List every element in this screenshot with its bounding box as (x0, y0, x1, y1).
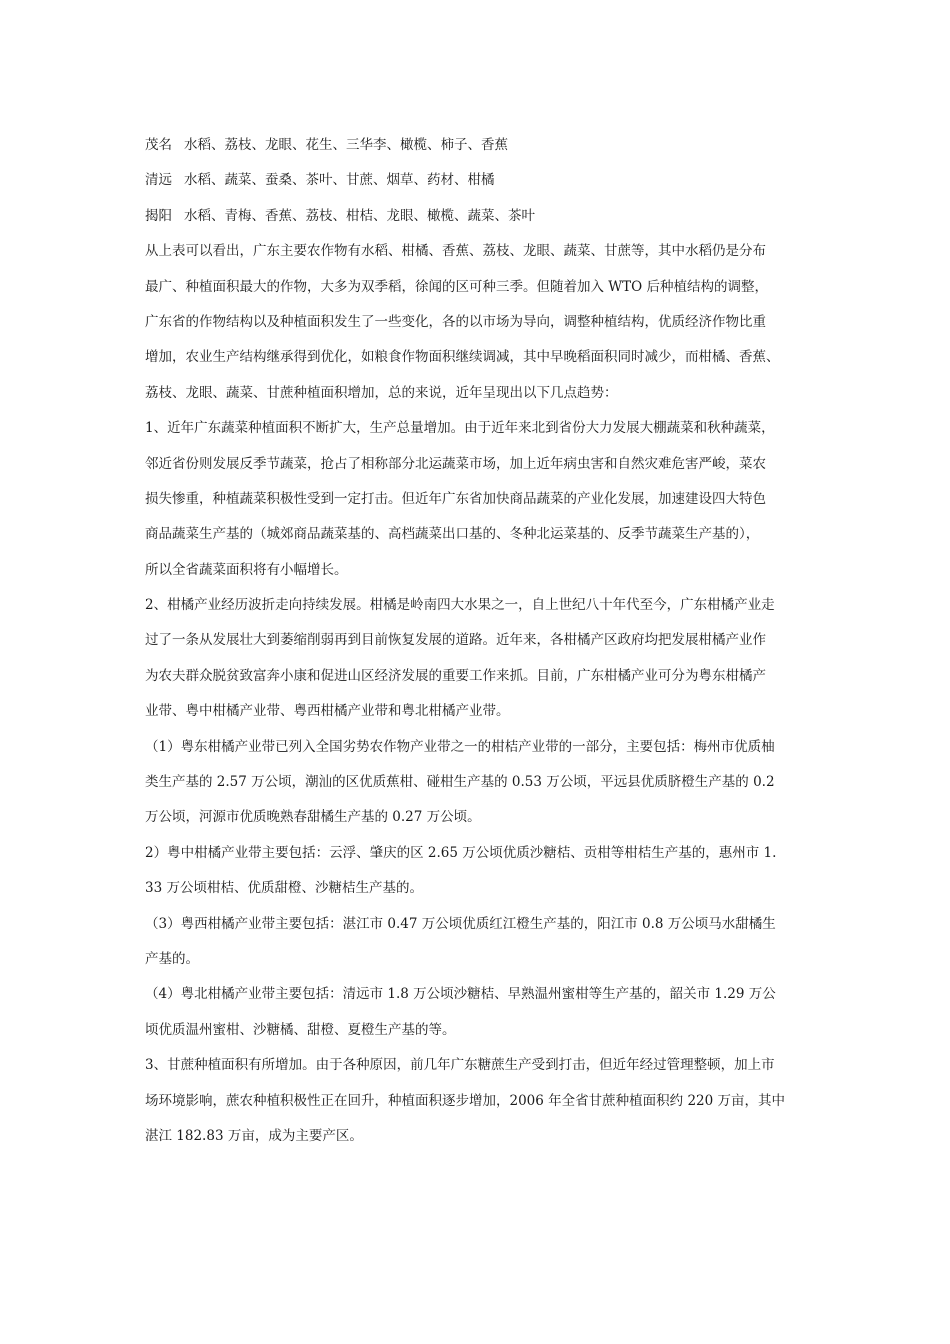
region-name: 茂名 (145, 137, 172, 153)
crop-list: 水稻、荔枝、龙眼、花生、三华李、橄榄、柿子、香蕉 (184, 137, 508, 153)
body-line: 所以全省蔬菜面积将有小幅增长。 (145, 561, 348, 578)
body-line: 邻近省份则发展反季节蔬菜，抢占了相称部分北运蔬菜市场，加上近年病虫害和自然灾难危害严峻，菜农 (145, 455, 766, 472)
body-line: 为农夫群众脱贫致富奔小康和促进山区经济发展的重要工作来抓。目前，广东柑橘产业可分为粤东柑橘产 (145, 667, 766, 684)
body-line: （4）粤北柑橘产业带主要包括：清远市 1.8 万公顷沙糖桔、早熟温州蜜柑等生产基的，韶关市 1.29 万公 (145, 986, 776, 1003)
body-line: 顷优质温州蜜柑、沙糖橘、甜橙、夏橙生产基的等。 (145, 1021, 456, 1038)
body-line: 2、柑橘产业经历波折走向持续发展。柑橘是岭南四大水果之一，自上世纪八十年代至今，广东柑橘产业走 (145, 597, 775, 614)
body-line: 荔枝、龙眼、蔬菜、甘蔗种植面积增加，总的来说，近年呈现出以下几点趋势： (145, 384, 618, 401)
body-line: 类生产基的 2.57 万公顷，潮汕的区优质蕉柑、碰柑生产基的 0.53 万公顷，平远县优质脐橙生产基的 0.2 (145, 774, 775, 791)
body-line: 湛江 182.83 万亩，成为主要产区。 (145, 1127, 363, 1144)
body-line: 从上表可以看出，广东主要农作物有水稻、柑橘、香蕉、荔枝、龙眼、蔬菜、甘蔗等，其中水稻仍是分布 (145, 243, 766, 260)
body-line: （3）粤西柑橘产业带主要包括：湛江市 0.47 万公顷优质红江橙生产基的，阳江市 0.8 万公顷马水甜橘生 (145, 915, 776, 932)
body-line: （1）粤东柑橘产业带已列入全国劣势农作物产业带之一的柑桔产业带的一部分，主要包括：梅州市优质柚 (145, 738, 775, 755)
table-row (145, 199, 825, 234)
body-line: 业带、粤中柑橘产业带、粤西柑橘产业带和粤北柑橘产业带。 (145, 703, 510, 720)
body-line: 场环境影响，蔗农种植积极性正在回升，种植面积逐步增加，2006 年全省甘蔗种植面积约 220 万亩，其中 (145, 1092, 785, 1109)
body-line: 3、甘蔗种植面积有所增加。由于各种原因，前几年广东糖蔗生产受到打击，但近年经过管理整顿，加上市 (145, 1057, 775, 1074)
document-page (145, 128, 825, 1154)
table-row (145, 163, 825, 198)
body-line: 增加，农业生产结构继承得到优化，如粮食作物面积继续调减，其中早晚稻面积同时减少，而柑橘、香蕉、 (145, 349, 780, 366)
body-line: 33 万公顷柑桔、优质甜橙、沙糖桔生产基的。 (145, 880, 423, 897)
body-line: 最广、种植面积最大的作物，大多为双季稻，徐闻的区可种三季。但随着加入 WTO 后种植结构的调整， (145, 278, 769, 295)
body-line: 万公顷，河源市优质晚熟春甜橘生产基的 0.27 万公顷。 (145, 809, 481, 826)
region-name: 揭阳 (145, 207, 172, 224)
region-name: 清远 (145, 172, 172, 189)
body-line: 损失惨重，种植蔬菜积极性受到一定打击。但近年广东省加快商品蔬菜的产业化发展，加速建设四大特色 (145, 490, 766, 507)
body-line: 产基的。 (145, 950, 199, 967)
body-line: 2）粤中柑橘产业带主要包括：云浮、肇庆的区 2.65 万公顷优质沙糖桔、贡柑等柑桔生产基的，惠州市 1. (145, 844, 777, 861)
crop-list: 水稻、蔬菜、蚕桑、茶叶、甘蔗、烟草、药材、柑橘 (184, 172, 495, 189)
table-row (145, 128, 825, 163)
body-line: 过了一条从发展壮大到萎缩削弱再到目前恢复发展的道路。近年来，各柑橘产区政府均把发展柑橘产业作 (145, 632, 766, 649)
body-line: 商品蔬菜生产基的（城郊商品蔬菜基的、高档蔬菜出口基的、冬种北运菜基的、反季节蔬菜生产基的）， (145, 526, 760, 543)
crop-list: 水稻、青梅、香蕉、荔枝、柑桔、龙眼、橄榄、蔬菜、茶叶 (184, 207, 535, 224)
body-line: 1、近年广东蔬菜种植面积不断扩大，生产总量增加。由于近年来北到省份大力发展大棚蔬菜和秋种蔬菜， (145, 420, 775, 437)
body-line: 广东省的作物结构以及种植面积发生了一些变化，各的以市场为导向，调整种植结构，优质经济作物比重 (145, 313, 766, 330)
